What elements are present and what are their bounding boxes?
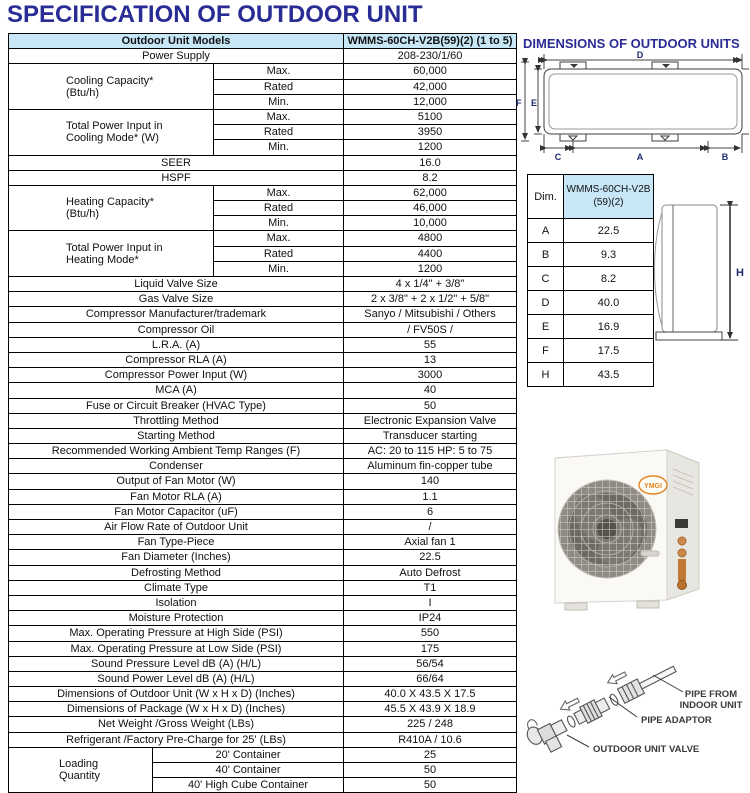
spec-row-value: 208-230/1/60 [344, 49, 517, 64]
spec-row-value: 46,000 [344, 201, 517, 216]
dim-value: 8.2 [564, 267, 654, 291]
spec-table-header [9, 34, 517, 49]
spec-row-label: Moisture Protection [9, 611, 344, 626]
spec-row-value: 6 [344, 504, 517, 519]
spec-row-label: Starting Method [9, 428, 344, 443]
dimensions-section-title: DIMENSIONS OF OUTDOOR UNITS [523, 36, 740, 51]
table-row [528, 175, 654, 219]
table-row [9, 109, 517, 124]
spec-row-label: L.R.A. (A) [9, 337, 344, 352]
dim-table [527, 174, 654, 387]
dim-value: 17.5 [564, 339, 654, 363]
spec-row-value: 50 [344, 763, 517, 778]
table-row [9, 398, 517, 413]
spec-row-value: 4 x 1/4" + 3/8" [344, 277, 517, 292]
spec-row-value: 40 [344, 383, 517, 398]
label-pipe-from-indoor-line1: PIPE FROM [684, 689, 738, 700]
spec-row-label: Fan Motor RLA (A) [9, 489, 344, 504]
spec-row-value: / FV50S / [344, 322, 517, 337]
dim-value: 43.5 [564, 363, 654, 387]
table-row [9, 383, 517, 398]
spec-row-label: Defrosting Method [9, 565, 344, 580]
spec-row-value: 50 [344, 778, 517, 793]
spec-row-label: Fan Diameter (Inches) [9, 550, 344, 565]
spec-row-label: Refrigerant /Factory Pre-Charge for 25' (LBs) [9, 732, 344, 747]
group-label-line: Cooling Mode* (W) [66, 132, 159, 145]
dim-label-e: E [531, 98, 538, 108]
table-row [9, 185, 517, 200]
dim-value: 16.9 [564, 315, 654, 339]
spec-table-body [9, 49, 517, 793]
spec-row-label: Dimensions of Outdoor Unit (W x H x D) (Inches) [9, 687, 344, 702]
spec-row-label: Net Weight /Gross Weight (LBs) [9, 717, 344, 732]
spec-group-label [9, 64, 214, 110]
table-row [9, 520, 517, 535]
brand-text: YMGI [644, 483, 662, 490]
spec-row-value: 62,000 [344, 185, 517, 200]
dim-letter: A [528, 219, 564, 243]
spec-sub-label: Min. [214, 94, 344, 109]
spec-header-label: Outdoor Unit Models [9, 34, 344, 49]
spec-row-value: I [344, 595, 517, 610]
spec-row-label: Output of Fan Motor (W) [9, 474, 344, 489]
table-row [9, 352, 517, 367]
spec-sub-label: Rated [214, 201, 344, 216]
spec-row-value: 25 [344, 747, 517, 762]
spec-group-label [9, 747, 153, 793]
spec-row-value: 60,000 [344, 64, 517, 79]
table-row [9, 231, 517, 246]
top-view-diagram [516, 50, 750, 162]
spec-row-label: Compressor Power Input (W) [9, 368, 344, 383]
table-row [9, 595, 517, 610]
spec-row-value: 12,000 [344, 94, 517, 109]
spec-row-value: 3000 [344, 368, 517, 383]
table-row [528, 363, 654, 387]
dim-letter: B [528, 243, 564, 267]
label-pipe-from-indoor-line2: INDOOR UNIT [679, 700, 743, 711]
spec-row-label: Climate Type [9, 580, 344, 595]
table-row [9, 504, 517, 519]
dim-value: 22.5 [564, 219, 654, 243]
table-row [9, 64, 517, 79]
spec-row-value: 8.2 [344, 170, 517, 185]
table-row [9, 474, 517, 489]
table-row [9, 277, 517, 292]
spec-row-label: Fan Motor Capacitor (uF) [9, 504, 344, 519]
model-name-line2: (59)(2) [593, 196, 624, 208]
pipe-connection-diagram [525, 635, 750, 791]
spec-row-value: Sanyo / Mitsubishi / Others [344, 307, 517, 322]
table-row [9, 322, 517, 337]
spec-row-value: 1200 [344, 140, 517, 155]
dim-value: 9.3 [564, 243, 654, 267]
table-row [9, 307, 517, 322]
table-row [9, 444, 517, 459]
spec-row-label: Isolation [9, 595, 344, 610]
table-row [9, 671, 517, 686]
dim-letter: C [528, 267, 564, 291]
dim-label-f: F [516, 98, 522, 108]
spec-row-label: Recommended Working Ambient Temp Ranges (F) [9, 444, 344, 459]
table-row [9, 717, 517, 732]
table-row [9, 732, 517, 747]
pipe-assembly [525, 648, 683, 758]
spec-group-label [9, 185, 214, 231]
spec-row-value: 50 [344, 398, 517, 413]
spec-row-value: 66/64 [344, 671, 517, 686]
table-row [9, 155, 517, 170]
unit-foot [565, 603, 587, 610]
spec-row-value: 13 [344, 352, 517, 367]
table-row [9, 580, 517, 595]
group-label-line: Cooling Capacity* [66, 74, 154, 87]
spec-row-value: 1200 [344, 261, 517, 276]
spec-header-value: WMMS-60CH-V2B(59)(2) (1 to 5) [344, 34, 517, 49]
spec-row-value: Auto Defrost [344, 565, 517, 580]
spec-sub-label: Max. [214, 109, 344, 124]
spec-sub-label: Max. [214, 185, 344, 200]
spec-row-value: IP24 [344, 611, 517, 626]
spec-row-value: 140 [344, 474, 517, 489]
spec-row-label: Max. Operating Pressure at High Side (PSI) [9, 626, 344, 641]
group-label-line: Quantity [59, 770, 100, 783]
dim-label-h: H [736, 267, 744, 279]
table-row [9, 368, 517, 383]
front-handle [641, 551, 659, 556]
spec-sub-label: Min. [214, 261, 344, 276]
spec-table [8, 33, 517, 793]
spec-sub-label: Max. [214, 64, 344, 79]
spec-row-value: 22.5 [344, 550, 517, 565]
table-row [528, 267, 654, 291]
spec-row-value: 1.1 [344, 489, 517, 504]
table-row [528, 339, 654, 363]
spec-sub-label: Rated [214, 79, 344, 94]
group-label-line: Loading [59, 758, 99, 770]
table-row [9, 49, 517, 64]
table-row [9, 170, 517, 185]
dim-value: 40.0 [564, 291, 654, 315]
spec-row-value: Electronic Expansion Valve [344, 413, 517, 428]
spec-row-label: Max. Operating Pressure at Low Side (PSI) [9, 641, 344, 656]
group-label-line: (Btu/h) [66, 86, 100, 99]
dim-label-b: B [721, 152, 729, 162]
spec-row-value: 40.0 X 43.5 X 17.5 [344, 687, 517, 702]
group-label-line: Total Power Input in [66, 120, 163, 133]
spec-row-value: 55 [344, 337, 517, 352]
dim-label-c: C [554, 152, 562, 162]
fan-grille [558, 480, 656, 578]
unit-foot [637, 601, 659, 608]
spec-sub-label: 20' Container [153, 747, 344, 762]
spec-row-value: 5100 [344, 109, 517, 124]
spec-sub-label: 40' Container [153, 763, 344, 778]
spec-row-value: 2 x 3/8" + 2 x 1/2" + 5/8" [344, 292, 517, 307]
spec-row-value: Transducer starting [344, 428, 517, 443]
dim-col-header: Dim. [528, 175, 564, 219]
group-label-line: (Btu/h) [66, 208, 100, 221]
table-row [9, 292, 517, 307]
spec-row-label: MCA (A) [9, 383, 344, 398]
spec-group-label [9, 231, 214, 277]
spec-row-label: Compressor Oil [9, 322, 344, 337]
brand-logo [639, 476, 667, 494]
table-row [9, 747, 517, 762]
table-row [9, 413, 517, 428]
table-row [9, 337, 517, 352]
table-row [9, 702, 517, 717]
dim-label-a: A [636, 152, 644, 162]
spec-row-value: 45.5 X 43.9 X 18.9 [344, 702, 517, 717]
spec-row-value: T1 [344, 580, 517, 595]
spec-row-value: 16.0 [344, 155, 517, 170]
spec-row-label: Sound Pressure Level dB (A) (H/L) [9, 656, 344, 671]
label-outdoor-unit-valve: OUTDOOR UNIT VALVE [593, 744, 700, 755]
table-row [528, 243, 654, 267]
spec-row-label: Air Flow Rate of Outdoor Unit [9, 520, 344, 535]
spec-row-label: Gas Valve Size [9, 292, 344, 307]
model-col-header [564, 175, 654, 219]
table-row [9, 489, 517, 504]
spec-row-label: Sound Power Level dB (A) (H/L) [9, 671, 344, 686]
spec-row-value: Axial fan 1 [344, 535, 517, 550]
table-row [9, 535, 517, 550]
label-pipe-adaptor: PIPE ADAPTOR [641, 715, 712, 726]
table-row [528, 315, 654, 339]
table-row [9, 565, 517, 580]
table-row [9, 428, 517, 443]
dim-label-d: D [636, 50, 644, 60]
spec-row-label: HSPF [9, 170, 344, 185]
table-row [9, 34, 517, 49]
spec-row-label: Power Supply [9, 49, 344, 64]
dim-letter: F [528, 339, 564, 363]
spec-row-label: Fan Type-Piece [9, 535, 344, 550]
spec-row-label: SEER [9, 155, 344, 170]
spec-sub-label: Rated [214, 246, 344, 261]
spec-row-label: Liquid Valve Size [9, 277, 344, 292]
spec-row-value: 42,000 [344, 79, 517, 94]
spec-row-label: Throttling Method [9, 413, 344, 428]
spec-row-value: R410A / 10.6 [344, 732, 517, 747]
outdoor-unit-photo [525, 403, 750, 635]
table-row [9, 687, 517, 702]
dim-table-body [528, 219, 654, 387]
table-row [9, 641, 517, 656]
dim-letter: H [528, 363, 564, 387]
spec-row-value: Aluminum fin-copper tube [344, 459, 517, 474]
table-row [9, 550, 517, 565]
page-title: SPECIFICATION OF OUTDOOR UNIT [7, 1, 423, 28]
table-row [9, 656, 517, 671]
spec-sub-label: Min. [214, 140, 344, 155]
table-row [9, 626, 517, 641]
group-label-line: Total Power Input in [66, 241, 163, 254]
spec-group-label [9, 109, 214, 155]
dim-letter: E [528, 315, 564, 339]
spec-row-label: Compressor Manufacturer/trademark [9, 307, 344, 322]
spec-row-value: 175 [344, 641, 517, 656]
table-row [528, 291, 654, 315]
spec-row-value: 3950 [344, 125, 517, 140]
spec-row-label: Dimensions of Package (W x H x D) (Inches) [9, 702, 344, 717]
table-row [9, 459, 517, 474]
spec-row-label: Condenser [9, 459, 344, 474]
spec-row-label: Compressor RLA (A) [9, 352, 344, 367]
spec-row-value: 225 / 248 [344, 717, 517, 732]
dim-letter: D [528, 291, 564, 315]
table-row [9, 611, 517, 626]
spec-row-value: 10,000 [344, 216, 517, 231]
spec-row-value: 4400 [344, 246, 517, 261]
arrow-icon [605, 669, 627, 687]
spec-row-value: 4800 [344, 231, 517, 246]
spec-row-value: 56/54 [344, 656, 517, 671]
spec-sub-label: Min. [214, 216, 344, 231]
model-name-line1: WMMS-60CH-V2B [566, 184, 651, 195]
spec-row-value: 550 [344, 626, 517, 641]
spec-row-value: / [344, 520, 517, 535]
spec-sub-label: 40' High Cube Container [153, 778, 344, 793]
arrow-icon [558, 696, 580, 714]
table-row [528, 219, 654, 243]
spec-row-label: Fuse or Circuit Breaker (HVAC Type) [9, 398, 344, 413]
spec-sub-label: Max. [214, 231, 344, 246]
group-label-line: Heating Capacity* [66, 196, 155, 209]
group-label-line: Heating Mode* [66, 253, 139, 266]
spec-sub-label: Rated [214, 125, 344, 140]
side-view-diagram [650, 196, 750, 348]
spec-row-value: AC: 20 to 115 HP: 5 to 75 [344, 444, 517, 459]
